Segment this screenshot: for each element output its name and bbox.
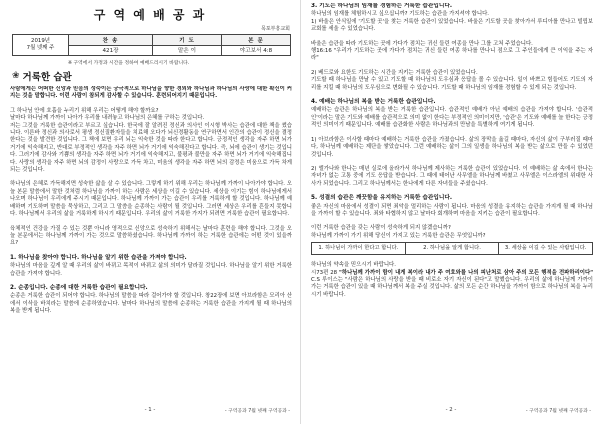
conclusion-verse: "하나님께 가까이 함이 내게 복이라 내가 주 여호와를 나의 피난처로 삼아 주의 모든 행적을 전파하리이다": [339, 269, 593, 276]
conclusion-verse-ref: 시73편 28: [311, 269, 340, 276]
point-1-heading: 1. 하나님을 찾아야 합니다. 하나님을 알기 위한 습관을 가져야 합니다.: [10, 254, 187, 261]
point-3-item-2: 2) 베드로와 요한도 기도하는 시간을 지키는 거룩한 습관이 있었습니다.: [311, 69, 478, 76]
page-footer: - 구역공과 7월 넷째 구역공과 -: [224, 409, 290, 414]
point-2-body: 순종은 거룩한 습관이 되어야 합니다. 하나님의 말씀을 따라 걸어가야 할 것입니다. 창22장에 보면 아브라함은 모리아 산에서 이삭을 바치라는 말씀에 순종하였습니다. 날마다 하나님의 말씀에 순종하는 거룩한 습관을 가지게 될 때 하나님의 복을 받게 됩니다.: [10, 293, 292, 315]
point-2-heading: 2. 순종입니다. 순종에 대한 거룩한 습관이 필요합니다.: [10, 284, 148, 291]
point-4-body: 예배하는 습관은 하나님의 복을 받는 거룩한 습관입니다. 습관적인 예배가 아닌 예배의 습관을 가져야 합니다. '습관적인'이라는 말은 기도와 예배를 습관적으로 의미 없이 한다는 부정적인 의미이지만, '습관'은 기도와 예배를 늘 한다는 긍정적인 의미이기 때문입니다. 예배를 습관화한 사람은 하나님과의 만남을 특별하게 여기게 됩니다.: [311, 107, 593, 129]
summary-item-1: 1. 하나님이 가까이 한다고 합니다.: [312, 243, 406, 254]
habit-paragraph: 저는 그것을 거룩한 습관이라고 부르고 싶습니다. 한국에 잘 알려진 정신과 의사인 이시형 박사는 습관에 대한 책을 썼습니다. 이른바 정신과 의사로서 평생 정신질환자들을 치료해 오다가 뇌신경활동을 연구하면서 인간의 습관이 정신을 결정한다는 것을 발견한 것입니다. 그 책에 보면 우리 뇌는 익숙한 것을 따라 한다고 합니다. 긍정적인 생각을 자주 하면 뇌가 거기에 익숙해지고, 반대로 부정적인 생각을 자주 하면 뇌가 거기에 익숙해진다고 합니다. 즉, 뇌에 습관이 생기는 것입니다. 그러기에 감사와 기쁨의 생각을 자주 하면 뇌가 거기에 익숙해지고, 불평과 불만을 자주 하면 뇌가 거기에 익숙해집니다. 사랑의 생각을 자주 하면 뇌의 감정이 사랑으로 가득 차고, 미움의 생각을 자주 하면 뇌의 감정은 미움으로 가득 차게 되는 것입니다.: [10, 122, 292, 174]
date-cell: [13, 35, 69, 55]
summary-item-2: 2. 하나님을 알게 합니다.: [406, 243, 500, 254]
point-4-heading: 4. 예배는 하나님의 복을 받는 거룩한 습관입니다.: [311, 99, 436, 106]
page-number: - 1 -: [144, 407, 156, 413]
point-5-body: 좋은 자신의 마음에서 성결이 되면 죄악을 멀리하는 사람이 됩니다. 마음의 성결을 유지하는 습관을 가지게 될 때 하나님을 가까이 할 수 있습니다. 죄와 타협하지 않고 날마다 회개하며 마음을 지키는 습관이 필요합니다.: [311, 203, 593, 217]
point-1-body: 하나님의 마음을 깊게 알 때 우리의 삶이 바뀌고 목적이 바뀌고 삶의 의미가 달라질 것입니다. 하나님을 알기 위한 거룩한 습관을 가져야 합니다.: [10, 263, 292, 277]
answer-line: 날마다 하나님께 가까이 나아가 우리를 내려놓고 하나님의 은혜를 구하는 것입니다.: [10, 115, 205, 122]
order-table-row: [69, 45, 290, 56]
prayer-header: 기 도: [153, 35, 222, 45]
order-table-header: [69, 35, 290, 45]
church-name: 목포부흥교회: [261, 26, 290, 32]
lesson-body-left: [10, 86, 292, 402]
summary-box: [311, 242, 593, 255]
hymn-header: 찬 송: [69, 35, 153, 45]
closing-prompt: 하나님께 가까이 가기 위해 당신이 가지고 있는 거룩한 습관은 무엇입니까?: [311, 232, 486, 239]
point-4-item-2: 2) 엘가나와 한나는 매년 실로에 올라가서 하나님께 제사하는 거룩한 습관이 있었습니다. 이 예배하는 삶 속에서 한나는 자녀가 없는 고통 중에 기도 응답을 받습니다. 그 때에 태어난 사무엘을 하나님께 바쳤고 사무엘은 이스라엘의 위대한 사사가 되었습니다. 그리고 하나님께서는 한나에게 다른 자녀들을 주셨습니다.: [311, 165, 593, 187]
lesson-body-right: [311, 3, 593, 401]
date-year: 2019년: [31, 38, 50, 44]
page-gutter: [300, 0, 301, 424]
closing-question: 이런 거룩한 습관을 갖는 사람이 성숙하게 되지 않겠습니까?: [311, 225, 451, 232]
page-2: [309, 0, 593, 424]
point-3-verse: 행16:16 "우리가 기도하는 곳에 가다가 점치는 귀신 들린 여종 하나를 만나니 점으로 그 주인들에게 큰 이익을 주는 자라": [311, 48, 593, 62]
prayer-value: 맡은 이: [153, 46, 222, 56]
page-number: - 2 -: [445, 407, 457, 413]
page-1: [8, 0, 292, 424]
worship-note: ※ 구역에서 가정과 시간을 정하여 예배드리시기 바랍니다.: [68, 61, 190, 66]
scripture-header: 본 문: [222, 35, 290, 45]
point-4-item-1: 1) 아브라함은 이사할 때마다 예배하는 거룩한 습관을 가졌습니다. 삶의 장막을 옮길 때마다, 자신의 삶이 구부러질 때마다, 하나님께 예배하는 제단을 쌓았습니다. 그런 예배하는 삶이 그의 일생을 하나님의 복을 받는 삶으로 만들 수 있었던 것입니다.: [311, 136, 593, 158]
point-3-body: 기도할 때 하나님을 만날 수 있고 기도할 때 하나님의 도우심과 응답을 볼 수 있습니다. 일이 바쁘고 힘들어도 기도의 자리를 지킬 때 하나님의 도우심으로 변화될 수 있습니다. 기도할 때 하나님의 임재를 경험할 수 있게 되는 것입니다.: [311, 77, 593, 91]
page-footer: - 구역공과 7월 넷째 구역공과 -: [525, 409, 591, 414]
training-paragraph: 육체적인 건강을 가질 수 있는 것뿐 아니라 영적으로 신앙으로 성숙하기 위해서는 날마다 훈련을 해야 합니다. 그것을 오늘 본문에서는 하나님께 가까이 가는 것으로 말씀하셨습니다. 하나님께 가까이 하는 거룩한 습관에는 어떤 것이 있을까요?: [10, 225, 292, 247]
worship-info-table: [12, 34, 291, 56]
point-3-item-1-note: 바울은 습관을 따라 기도하는 곳에 가다가 점치는 귀신 들린 여종을 만나 그를 고쳐 주었습니다.: [311, 40, 533, 47]
conclusion-lead: 하나님의 약속을 믿으시기 바랍니다.: [311, 262, 396, 269]
lesson-title-text: 거룩한 습관: [22, 72, 72, 83]
scripture-value: 야고보서 4:8: [239, 48, 273, 55]
lesson-title: [12, 69, 72, 83]
flower-icon: ❀: [12, 71, 20, 81]
grace-paragraph: 하나님의 은혜로 가득해지면 성숙한 삶을 살 수 있습니다. 그렇게 하기 위해 우리는 하나님께 가까이 나아가야 합니다. 오늘 본문 말씀에서 말한 것처럼 하나님을 가까이 하는 사람은 세상을 이길 수 있습니다. 세상을 이기는 힘이 하나님에게서 나오며 하나님이 우리에게 주시기 때문입니다. 하나님께 가까이 가는 습관이 우리를 거룩하게 할 것입니다. 하나님께 예배하며 기도하며 말씀을 묵상하고, 그리고 그 말씀을 순종하는 사람이 될 것입니다. 그러면 세상은 우리를 흔들지 못합니다. 하나님께서 우리의 삶을 거룩하게 하시기 때문입니다. 우리의 삶이 거룩한 가지가 되려면 거룩한 습관이 필요합니다.: [10, 181, 292, 218]
order-table: [69, 35, 290, 55]
conclusion-body: C.S 루이스는 "사람은 하나님의 사랑을 받을 때 비로소 자기 자신이 된다"고 말했습니다. 우리의 삶에 하나님께 가까이 가는 거룩한 습관이 있을 때 하나님께서 복을 주실 것입니다. 삶의 모든 순간 하나님을 가까이 함으로 하나님의 복을 누리시기 바랍니다.: [311, 276, 593, 298]
point-5-heading: 5. 성결의 습관은 깨끗함을 유지하는 거룩한 습관입니다.: [311, 195, 453, 202]
point-3-heading: 3. 기도는 하나님의 임재를 경험하는 거룩한 습관입니다.: [311, 3, 453, 9]
question-line: 그 하나님 안에 호흡을 누리기 위해 우리는 어떻게 해야 할까요?: [10, 107, 159, 114]
hymn-value: 421장: [69, 46, 153, 56]
intro-paragraph: 사람에게는 어떠한 신앙과 믿음의 성숙이든 궁극적으로 하나님을 향한 경외와 하나님과 하나님의 사랑에 대한 확신이 커지는 것을 말합니다. 이런 사람이 참되게 감사할 수 있습니다. 훈련되어지기 때문입니다.: [10, 86, 292, 100]
point-3-intro: 하나님의 임재를 체험하시고 싶으십니까? 기도하는 습관을 가지셔야 합니다.: [311, 11, 489, 18]
document-title: 구 역 예 배 공 과: [93, 8, 207, 22]
point-3-item-1: 1) 바울은 안식일에 '기도할 곳'을 찾는 거룩한 습관이 있었습니다. 바울은 기도할 곳을 찾아가서 루디아를 만나고 빌립보 교회를 세울 수 있었습니다.: [311, 18, 593, 33]
date-week: 7월 넷째 주: [26, 45, 55, 51]
conclusion-paragraph: [311, 270, 593, 300]
summary-item-3: 3. 세상을 이길 수 있는 사람입니다.: [504, 245, 587, 252]
